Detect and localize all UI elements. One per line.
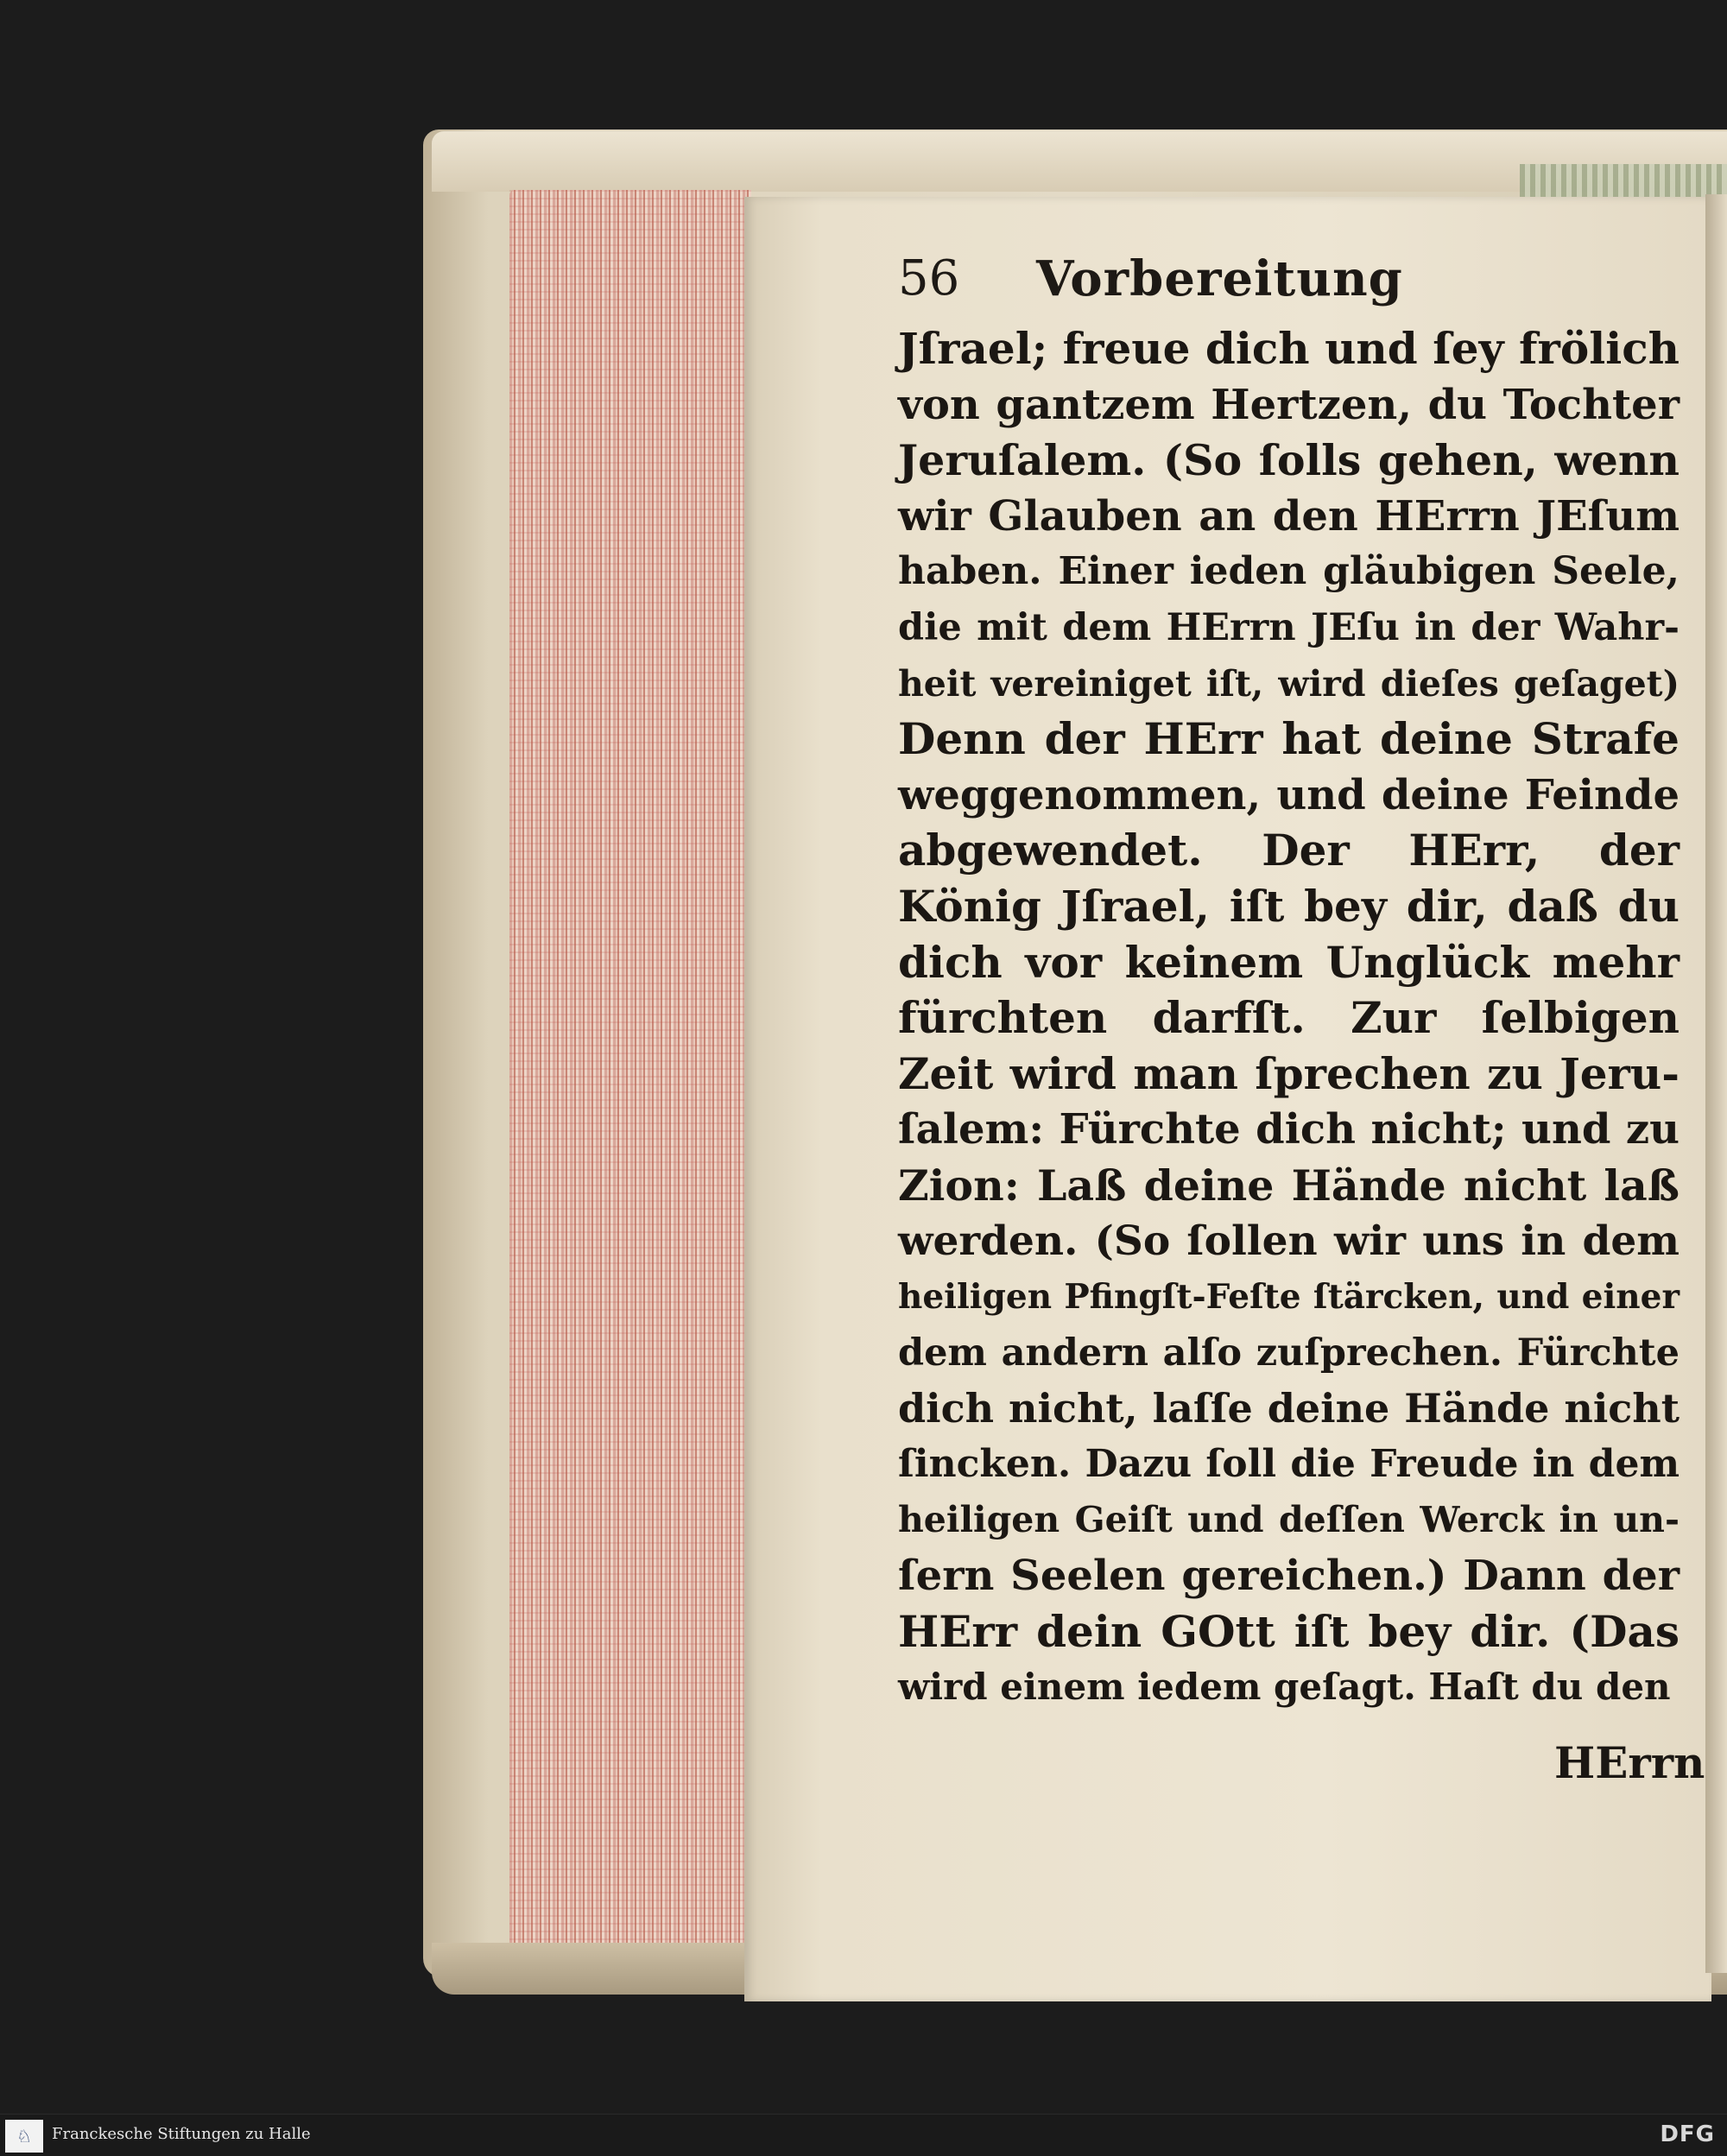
catchword: HErrn	[1554, 1737, 1705, 1788]
body-text	[898, 321, 1680, 1716]
text-line: ſincken. Dazu ſoll die Freude in dem	[898, 1441, 1680, 1486]
text-line: die mit dem HErrn JEſu in der Wahr-	[898, 605, 1680, 649]
institution-label: Franckesche Stiftungen zu Halle	[52, 2125, 311, 2143]
text-line: Zeit wird man ſprechen zu Jeru-	[898, 1047, 1680, 1099]
text-line: dem andern alſo zuſprechen. Fürchte	[898, 1331, 1680, 1375]
text-line: Jeruſalem. (So ſolls gehen, wenn	[898, 435, 1680, 486]
footer-bar	[0, 2114, 1727, 2156]
text-line: von gantzem Hertzen, du Tochter	[898, 380, 1680, 429]
page-number: 56	[898, 250, 960, 307]
text-line: dich vor keinem Unglück mehr	[898, 936, 1680, 988]
text-line: Zion: Laß deine Hände nicht laß	[898, 1160, 1680, 1211]
text-line: haben. Einer ieden gläubigen Seele,	[898, 549, 1680, 594]
text-line: weggenommen, und deine Feinde	[898, 770, 1680, 819]
text-line: dich nicht, laſſe deine Hände nicht	[898, 1385, 1680, 1432]
text-line: fürchten darfſt. Zur ſelbigen	[898, 992, 1680, 1044]
text-line: wir Glauben an den HErrn JEſum	[898, 491, 1680, 541]
text-line: ſern Seelen gereichen.) Dann der	[898, 1552, 1680, 1601]
running-head: Vorbereitung	[1036, 250, 1403, 307]
institution-logo-icon: ♘	[5, 2120, 43, 2153]
text-line: werden. (So ſollen wir uns in dem	[898, 1217, 1680, 1265]
text-line: Denn der HErr hat deine Strafe	[898, 713, 1680, 765]
headband	[1520, 164, 1727, 199]
text-line: ſalem: Fürchte dich nicht; und zu	[898, 1105, 1680, 1154]
page-block-red-edges	[509, 190, 751, 1995]
text-line: wird einem iedem geſagt. Haſt du den	[898, 1666, 1671, 1709]
page-header	[898, 250, 1485, 311]
text-line: HErr dein GOtt iſt bey dir. (Das	[898, 1605, 1680, 1657]
text-line: abgewendet. Der HErr, der	[898, 825, 1680, 876]
text-line: heit vereiniget iſt, wird dieſes geſaget)	[898, 662, 1680, 705]
right-page-edge	[1705, 194, 1727, 1973]
text-line: König Jſrael, iſt bey dir, daß du	[898, 880, 1680, 932]
text-line: heiligen Pfingſt-Feſte ſtärcken, und einer	[898, 1277, 1680, 1318]
text-line: Jſrael; freue dich und ſey frölich	[898, 323, 1680, 374]
dfg-logo: DFG	[1660, 2121, 1715, 2147]
text-line: heiligen Geiſt und deſſen Werck in un-	[898, 1499, 1680, 1541]
